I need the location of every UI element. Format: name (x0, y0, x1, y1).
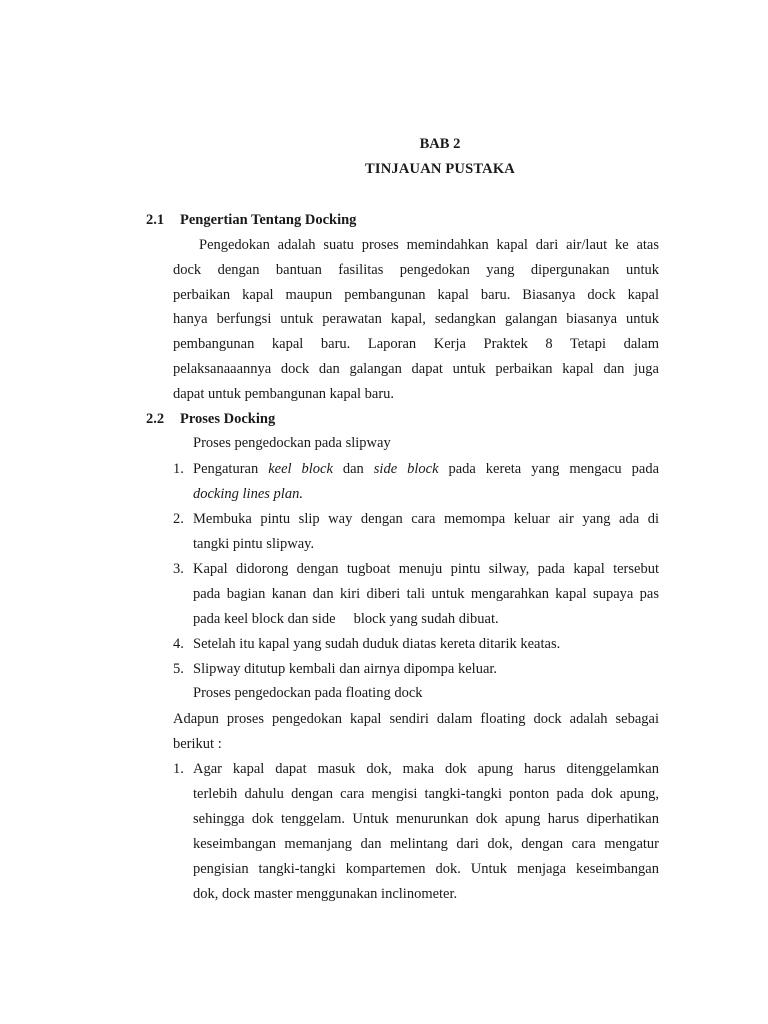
section-number: 2.2 (146, 411, 165, 427)
chapter-number: BAB 2 (419, 136, 461, 152)
list-line: docking lines plan. (193, 486, 303, 502)
list-number: 3. (173, 561, 184, 577)
paragraph-line: pelaksanaaannya dock dan galangan dapat untuk perbaikan kapal dan juga (173, 360, 659, 377)
list-line: Pengaturan keel block dan side block pada kereta yang mengacu pada (193, 461, 660, 477)
list-line: Setelah itu kapal yang sudah duduk diatas kereta ditarik keatas. (193, 636, 561, 652)
list-number: 1. (173, 761, 184, 777)
list-line: pada keel block dan side block yang sudah dibuat. (193, 611, 499, 627)
slipway-intro: Proses pengedockan pada slipway (193, 435, 391, 451)
chapter-title: TINJAUAN PUSTAKA (365, 161, 515, 177)
section-2-1-paragraph (173, 233, 659, 407)
floating-dock-list-item (173, 757, 659, 907)
paragraph-line: dock dengan bantuan fasilitas pengedokan yang dipergunakan untuk (173, 261, 659, 278)
section-title: Proses Docking (180, 411, 276, 427)
paragraph-line: Adapun proses pengedokan kapal sendiri dalam floating dock adalah sebagai (173, 711, 659, 727)
slipway-list-item (173, 457, 659, 507)
section-title: Pengertian Tentang Docking (180, 212, 357, 228)
list-line: Membuka pintu slip way dengan cara memompa keluar air yang ada di (193, 511, 659, 527)
slipway-list-item (173, 657, 659, 682)
slipway-list-item (173, 557, 659, 632)
paragraph-line: berikut : (173, 735, 222, 752)
paragraph-line: hanya berfungsi untuk perawatan kapal, sedangkan galangan biasanya untuk (173, 311, 659, 328)
slipway-list-item (173, 507, 659, 557)
list-line: sehingga dok tenggelam. Untuk menurunkan dok apung harus diperhatikan (193, 811, 659, 827)
list-line: tangki pintu slipway. (193, 536, 315, 552)
paragraph-line: pembangunan kapal baru. Laporan Kerja Praktek 8 Tetapi dalam (173, 336, 659, 353)
list-line: terlebih dahulu dengan cara mengisi tangki-tangki ponton pada dok apung, (193, 786, 659, 802)
list-line: Slipway ditutup kembali dan airnya dipompa keluar. (193, 661, 498, 677)
list-line: pengisian tangki-tangki kompartemen dok. Untuk menjaga keseimbangan (193, 861, 659, 877)
list-number: 5. (173, 661, 184, 677)
section-heading-2-2 (146, 411, 275, 428)
section-heading-2-1 (146, 212, 356, 229)
list-line: Agar kapal dapat masuk dok, maka dok apung harus ditenggelamkan (193, 761, 659, 777)
paragraph-line: dapat untuk pembangunan kapal baru. (173, 385, 395, 402)
list-number: 1. (173, 461, 184, 477)
list-line: keseimbangan memanjang dan melintang dari dok, dengan cara mengatur (193, 836, 659, 852)
slipway-list-item (173, 632, 659, 657)
list-number: 4. (173, 636, 184, 652)
list-number: 2. (173, 511, 184, 527)
floating-dock-paragraph (173, 707, 659, 757)
paragraph-line: perbaikan kapal maupun pembangunan kapal baru. Biasanya dock kapal (173, 286, 659, 303)
list-line: pada bagian kanan dan kiri diberi tali untuk mengarahkan kapal supaya pas (193, 586, 659, 602)
paragraph-line: Pengedokan adalah suatu proses memindahkan kapal dari air/laut ke atas (199, 237, 659, 253)
floating-dock-intro: Proses pengedockan pada floating dock (193, 685, 423, 701)
section-number: 2.1 (146, 212, 165, 228)
list-line: dok, dock master menggunakan inclinometer. (193, 886, 458, 902)
list-line: Kapal didorong dengan tugboat menuju pintu silway, pada kapal tersebut (193, 561, 659, 577)
